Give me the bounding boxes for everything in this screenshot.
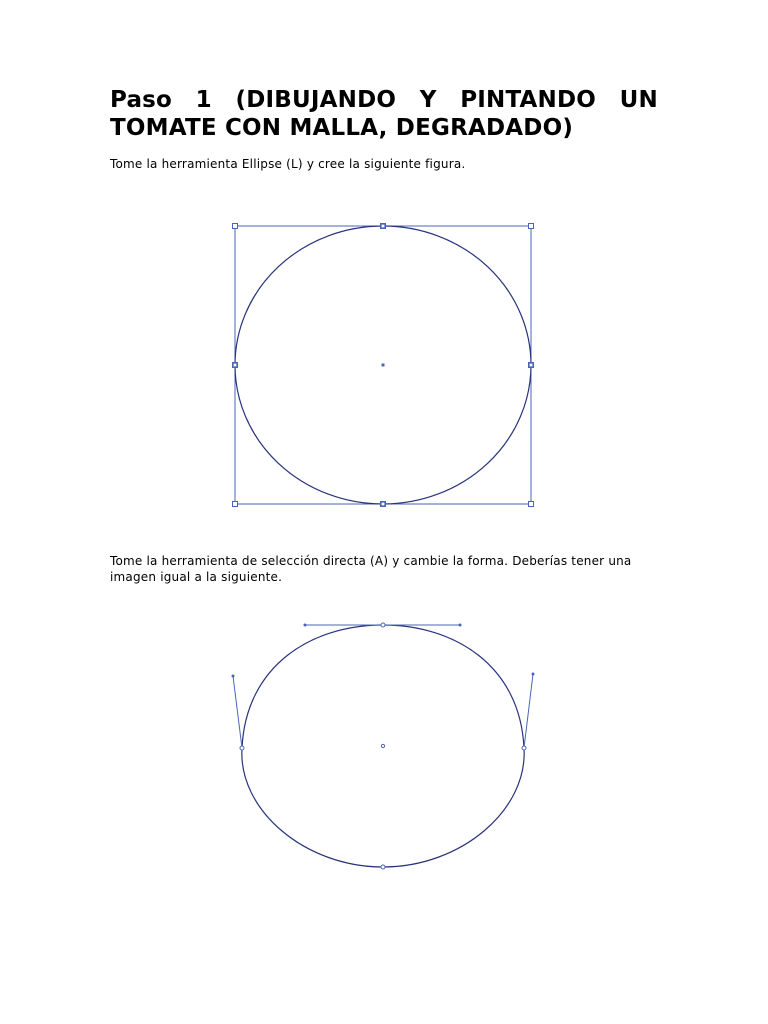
center-point: [382, 364, 385, 367]
modified-shape-with-handles-figure: [0, 616, 768, 872]
direction-handle-ends: [232, 624, 535, 678]
ellipse-with-bounding-box-figure: [0, 218, 768, 512]
page-title: Paso 1 (DIBUJANDO Y PINTANDO UN TOMATE CON MALLA, DEGRADADO): [110, 87, 658, 141]
direction-handles: [233, 625, 533, 748]
modified-shape: [242, 625, 524, 867]
instruction-ellipse-tool: Tome la herramienta Ellipse (L) y cree la siguiente figura.: [110, 157, 466, 171]
center-point: [381, 744, 384, 747]
instruction-direct-selection-tool: Tome la herramienta de selección directa (A) y cambie la forma. Deberías tener una imagen igual a la siguiente.: [110, 554, 632, 584]
